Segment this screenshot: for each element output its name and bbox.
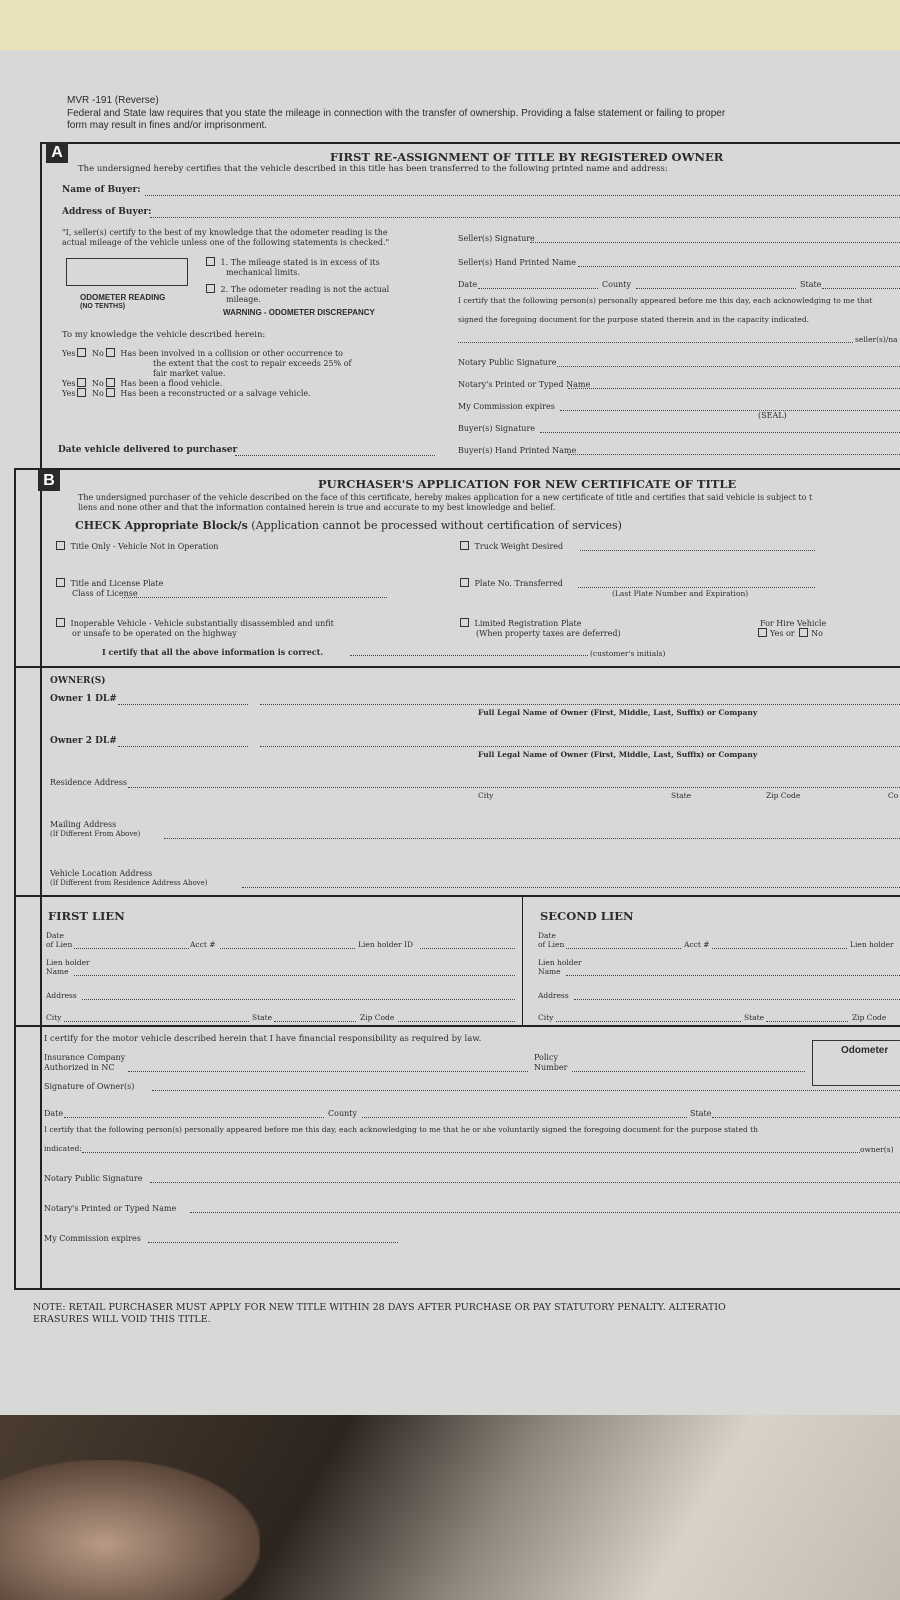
lien2-name-field[interactable] [566, 975, 900, 976]
lien1-zip-field[interactable] [398, 1021, 515, 1022]
residence-label: Residence Address [50, 778, 127, 787]
section-a-intro: The undersigned hereby certifies that the vehicle described in this title has been transferred to the following printed name and address: [78, 164, 668, 174]
odometer-reading-label: ODOMETER READING [80, 293, 166, 302]
a-notary-cert-line-2: signed the foregoing document for the purpose stated therein and in the capacity indicated. [458, 315, 810, 324]
salvage-question [62, 388, 311, 399]
inoperable-text: Inoperable Vehicle - Vehicle substantially disassembled and unfit [70, 619, 334, 628]
residence-state-hint: State [671, 791, 692, 800]
a-commission-label: My Commission expires [458, 402, 555, 411]
yes-label: Yes [62, 389, 76, 398]
class-license-field[interactable] [122, 597, 387, 598]
owner2-label: Owner 2 DL# [50, 736, 117, 746]
lien1-date-label: Date [46, 931, 64, 940]
lien1-city-label: City [46, 1013, 62, 1022]
section-a-title: FIRST RE-ASSIGNMENT OF TITLE BY REGISTERED OWNER [330, 150, 724, 164]
a-county-label: County [602, 280, 631, 289]
plate-transferred-text: Plate No. Transferred [474, 579, 563, 588]
footer-note-line-2: ERASURES WILL VOID THIS TITLE. [33, 1314, 211, 1325]
lien1-zip-label: Zip Code [360, 1013, 395, 1022]
mailing-note: (If Different From Above) [50, 830, 141, 838]
title-plate-checkbox[interactable] [56, 578, 65, 587]
customer-initials-label: (customer's initials) [590, 649, 666, 658]
statement-1-checkbox[interactable] [206, 257, 215, 266]
a-county-field[interactable] [636, 288, 796, 289]
b-date-label: Date [44, 1109, 64, 1118]
warning-line-1: Federal and State law requires that you state the mileage in connection with the transfer of ownership. Providing a false statement or failing to proper [67, 108, 726, 119]
collision-line-3: fair market value. [153, 369, 226, 378]
b-notary-printed-field[interactable] [190, 1212, 900, 1213]
b-state-field[interactable] [712, 1117, 900, 1118]
statement-1-line-2: mechanical limits. [226, 268, 300, 277]
owner1-name-field[interactable] [260, 704, 900, 705]
class-license-label: Class of License [72, 589, 138, 598]
liens-split [522, 895, 523, 1025]
authorized-nc-label: Authorized in NC [44, 1063, 115, 1072]
collision-no-checkbox[interactable] [106, 348, 115, 357]
lien1-acct-field[interactable] [220, 948, 355, 949]
owner2-name-field[interactable] [260, 746, 900, 747]
mailing-label: Mailing Address [50, 820, 117, 829]
lien1-address-field[interactable] [82, 999, 515, 1000]
frame-bottom [14, 1288, 900, 1290]
limited-registration-text: Limited Registration Plate [474, 619, 582, 628]
a-notary-signature-label: Notary Public Signature [458, 358, 557, 367]
liens-divider [14, 895, 900, 897]
lien2-city-label: City [538, 1013, 554, 1022]
name-of-buyer-field[interactable] [145, 195, 900, 196]
odometer-label: Odometer [841, 1045, 889, 1056]
title-plate-text: Title and License Plate [70, 579, 164, 588]
vehicle-location-field[interactable] [242, 887, 900, 888]
salvage-yes-checkbox[interactable] [77, 388, 86, 397]
flood-no-checkbox[interactable] [106, 378, 115, 387]
collision-text: Has been involved in a collision or other occurrence to [120, 349, 343, 358]
vehicle-location-label: Vehicle Location Address [50, 869, 153, 878]
statement-2-text: 2. The odometer reading is not the actual [220, 285, 390, 294]
policy-number-label: Number [534, 1063, 568, 1072]
residence-zip-hint: Zip Code [766, 791, 801, 800]
lien1-state-field[interactable] [274, 1021, 356, 1022]
b-county-field[interactable] [362, 1117, 687, 1118]
truck-weight-field[interactable] [580, 550, 815, 551]
a-commission-field[interactable] [560, 410, 900, 411]
warning-line-2: form may result in fines and/or imprisonment. [67, 120, 268, 131]
last-plate-note: (Last Plate Number and Expiration) [612, 589, 749, 598]
indicated-label: indicated: [44, 1144, 82, 1153]
insurance-company-label: Insurance Company [44, 1053, 126, 1062]
yes-label: Yes [62, 349, 76, 358]
truck-weight-option[interactable] [458, 541, 563, 552]
b-date-field[interactable] [64, 1117, 324, 1118]
statement-2-checkbox[interactable] [206, 284, 215, 293]
for-hire-no-text: No [811, 629, 823, 638]
title-only-option[interactable] [54, 541, 218, 552]
indicated-field[interactable] [82, 1152, 860, 1153]
address-of-buyer-label: Address of Buyer: [62, 207, 152, 217]
plate-transferred-checkbox[interactable] [460, 578, 469, 587]
statement-2-line-2: mileage. [226, 295, 261, 304]
collision-yes-checkbox[interactable] [77, 348, 86, 357]
lien2-state-field[interactable] [766, 1021, 848, 1022]
salvage-no-checkbox[interactable] [106, 388, 115, 397]
statement-1-text: 1. The mileage stated is in excess of its [220, 258, 380, 267]
lien1-state-label: State [252, 1013, 273, 1022]
no-tenths-label: (NO TENTHS) [80, 303, 126, 310]
b-notary-printed-label: Notary's Printed or Typed Name [44, 1204, 177, 1213]
lien2-holder-label: Lien holder [538, 958, 582, 967]
owner1-label: Owner 1 DL# [50, 694, 117, 704]
insurance-certify: I certify for the motor vehicle described herein that I have financial responsibility as required by law. [44, 1034, 482, 1044]
b-commission-label: My Commission expires [44, 1234, 141, 1243]
lien1-of-lien-label: of Lien [46, 940, 73, 949]
lien2-date-field[interactable] [566, 948, 681, 949]
plate-transferred-option[interactable] [458, 578, 563, 589]
check-blocks-note: (Application cannot be processed without certification of services) [247, 519, 622, 532]
seller-cert-line-1: "I, seller(s) certify to the best of my knowledge that the odometer reading is the [62, 228, 388, 237]
lien2-acct-field[interactable] [712, 948, 847, 949]
certify-correct-label: I certify that all the above information is correct. [102, 647, 324, 657]
policy-number-field[interactable] [572, 1071, 805, 1072]
section-b-intro-2: liens and none other and that the information contained herein is true and accurate to my best knowledge and belief. [78, 503, 556, 512]
sellers-signature-field[interactable] [530, 242, 900, 243]
section-b-title: PURCHASER'S APPLICATION FOR NEW CERTIFICATE OF TITLE [318, 477, 737, 491]
lien1-acct-label: Acct # [190, 940, 216, 949]
a-notary-cert-line-1: I certify that the following person(s) personally appeared before me this day, each acknowledging to me that [458, 296, 873, 305]
a-notary-printed-label: Notary's Printed or Typed Name [458, 380, 591, 389]
lien2-date-label: Date [538, 931, 556, 940]
section-b-intro-1: The undersigned purchaser of the vehicle described on the face of this certificate, hereby makes application for a new certificate of title and certifies that said vehicle is subject to t [78, 493, 813, 502]
lien2-address-field[interactable] [574, 999, 900, 1000]
section-b-badge: B [38, 470, 60, 491]
a-sellers-names-field[interactable] [458, 342, 853, 343]
lien1-name-label: Name [46, 967, 69, 976]
lien2-city-field[interactable] [556, 1021, 741, 1022]
title-only-text: Title Only - Vehicle Not in Operation [70, 542, 219, 551]
owner2-dl-field[interactable] [118, 746, 248, 747]
flood-text: Has been a flood vehicle. [120, 379, 223, 388]
lien2-address-label: Address [538, 991, 569, 1000]
lien2-name-label: Name [538, 967, 561, 976]
title-only-checkbox[interactable] [56, 541, 65, 550]
customer-initials-field[interactable] [350, 655, 588, 656]
lien2-acct-label: Acct # [684, 940, 710, 949]
odometer-reading-box[interactable] [66, 258, 188, 286]
insurance-divider [14, 1025, 900, 1027]
frame-left-lower [14, 470, 16, 1290]
no-label: No [91, 389, 104, 398]
b-notary-signature-field[interactable] [150, 1182, 900, 1183]
owner-signature-field[interactable] [152, 1090, 900, 1091]
date-delivered-field[interactable] [235, 455, 435, 456]
for-hire-no-checkbox[interactable] [799, 628, 808, 637]
policy-label: Policy [534, 1053, 558, 1062]
check-blocks-bold: CHECK Appropriate Block/s [75, 519, 248, 532]
form-id: MVR -191 (Reverse) [67, 95, 159, 106]
first-lien-heading: FIRST LIEN [48, 909, 125, 923]
buyers-signature-field[interactable] [540, 432, 900, 433]
buyers-printed-field[interactable] [568, 454, 900, 455]
limited-registration-checkbox[interactable] [460, 618, 469, 627]
lien1-city-field[interactable] [64, 1021, 249, 1022]
a-sellers-suffix: seller(s)/na [855, 335, 898, 344]
no-label: No [91, 349, 104, 358]
buyers-signature-label: Buyer(s) Signature [458, 424, 536, 433]
lien2-of-lien-label: of Lien [538, 940, 565, 949]
section-b-divider [14, 468, 900, 470]
address-of-buyer-field[interactable] [150, 217, 900, 218]
truck-weight-checkbox[interactable] [460, 541, 469, 550]
lien1-holder-label: Lien holder [46, 958, 90, 967]
residence-field[interactable] [128, 787, 900, 788]
owner-signature-label: Signature of Owner(s) [44, 1082, 135, 1091]
mailing-field[interactable] [164, 838, 900, 839]
knowledge-label: To my knowledge the vehicle described herein: [62, 330, 266, 340]
a-notary-signature-field[interactable] [557, 366, 900, 367]
check-blocks-heading [75, 519, 622, 532]
residence-co-hint: Co [888, 791, 899, 800]
sellers-signature-label: Seller(s) Signature [458, 234, 535, 243]
limited-registration-note: (When property taxes are deferred) [476, 629, 621, 638]
b-state-label: State [690, 1109, 712, 1118]
owner1-dl-field[interactable] [118, 704, 248, 705]
lien1-name-field[interactable] [74, 975, 515, 976]
no-label: No [91, 379, 104, 388]
lien1-holder-id-label: Lien holder ID [358, 940, 413, 949]
for-hire-label: For Hire Vehicle [760, 619, 827, 628]
a-date-label: Date [458, 280, 478, 289]
lien2-holder-id-label: Lien holder [850, 940, 894, 949]
name-of-buyer-label: Name of Buyer: [62, 185, 141, 195]
footer-note-line-1: NOTE: RETAIL PURCHASER MUST APPLY FOR NEW TITLE WITHIN 28 DAYS AFTER PURCHASE OR PAY STATUTORY PENALTY. ALTERATIO [33, 1302, 726, 1313]
inoperable-line-2: or unsafe to be operated on the highway [72, 629, 237, 638]
for-hire-yes-or: Yes or [770, 629, 795, 638]
background-hand [0, 1460, 260, 1600]
yes-label: Yes [62, 379, 76, 388]
a-date-field[interactable] [478, 288, 598, 289]
title-form-sheet [0, 50, 900, 1415]
b-notary-cert: I certify that the following person(s) personally appeared before me this day, each acknowledging to me that he or she voluntarily signed the foregoing document for the purpose stated th [44, 1125, 758, 1134]
frame-left-upper [40, 142, 42, 1289]
a-state-label: State [800, 280, 822, 289]
residence-city-hint: City [478, 791, 494, 800]
lien2-zip-label: Zip Code [852, 1013, 887, 1022]
date-delivered-label: Date vehicle delivered to purchaser [58, 445, 238, 455]
flood-yes-checkbox[interactable] [77, 378, 86, 387]
section-a-badge: A [46, 142, 68, 163]
seller-cert-line-2: actual mileage of the vehicle unless one of the following statements is checked." [62, 238, 390, 247]
lien1-holder-id-field[interactable] [420, 948, 515, 949]
a-notary-printed-field[interactable] [568, 388, 900, 389]
sellers-printed-label: Seller(s) Hand Printed Name [458, 258, 576, 267]
owners-divider [14, 666, 900, 668]
b-notary-signature-label: Notary Public Signature [44, 1174, 143, 1183]
truck-weight-text: Truck Weight Desired [474, 542, 564, 551]
inoperable-checkbox[interactable] [56, 618, 65, 627]
buyers-printed-label: Buyer(s) Hand Printed Name [458, 446, 577, 455]
owners-heading: OWNER(S) [50, 676, 106, 686]
vehicle-location-note: (If Different from Residence Address Above) [50, 879, 208, 887]
lien1-address-label: Address [46, 991, 77, 1000]
b-commission-field[interactable] [148, 1242, 398, 1243]
warning-discrepancy: WARNING - ODOMETER DISCREPANCY [223, 308, 375, 317]
owner1-name-hint: Full Legal Name of Owner (First, Middle, Last, Suffix) or Company [478, 708, 758, 717]
a-seal-label: (SEAL) [758, 411, 787, 420]
sellers-printed-field[interactable] [578, 266, 900, 267]
frame-top [40, 142, 900, 144]
b-county-label: County [328, 1109, 357, 1118]
lien2-state-label: State [744, 1013, 765, 1022]
collision-line-2: the extent that the cost to repair exceeds 25% of [153, 359, 352, 368]
lien1-date-field[interactable] [74, 948, 189, 949]
salvage-text: Has been a reconstructed or a salvage vehicle. [120, 389, 311, 398]
owner2-name-hint: Full Legal Name of Owner (First, Middle, Last, Suffix) or Company [478, 750, 758, 759]
second-lien-heading: SECOND LIEN [540, 909, 634, 923]
for-hire-options [756, 628, 823, 639]
insurance-company-field[interactable] [128, 1071, 528, 1072]
for-hire-yes-checkbox[interactable] [758, 628, 767, 637]
a-state-field[interactable] [822, 288, 900, 289]
owners-suffix: owner(s) [860, 1145, 894, 1154]
